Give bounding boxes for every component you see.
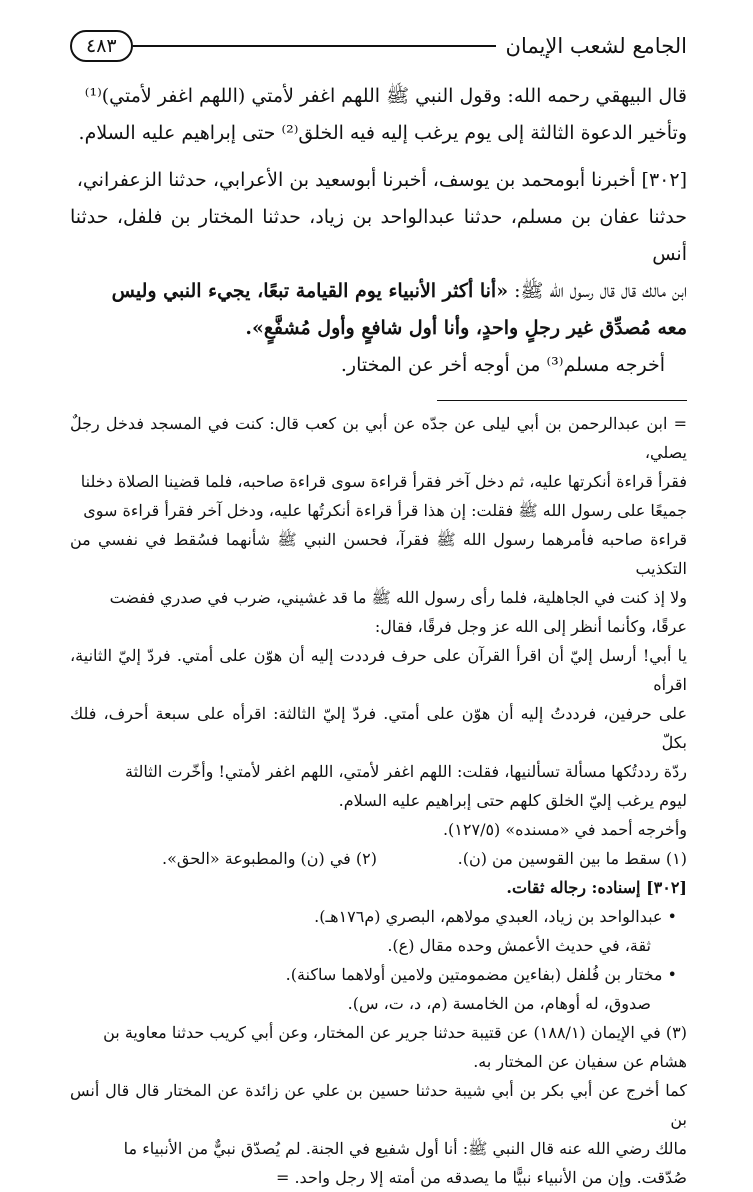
main-text (70, 78, 687, 384)
footnote-3: صُدّقت. وإن من الأنبياء نبيًّا ما يصدقه من أمته إلا رجل واحد. = (275, 1168, 687, 1187)
note-line: وأخرجه أحمد في «مسنده» (١٢٧/٥). (442, 820, 687, 839)
hadith-302 (70, 162, 687, 384)
note-line: فقرأ قراءة أنكرتها عليه، ثم دخل آخر فقرأ قراءة سوى قراءة صاحبه، فلما قضينا الصلاة دخلنا (80, 472, 687, 491)
page-header (70, 22, 687, 70)
narrator-grade: ثقة، في حديث الأعمش وحده مقال (ع). (387, 936, 651, 955)
footnote-3: هشام عن سفيان عن المختار به. (473, 1052, 687, 1071)
note-line: قراءة صاحبه فأمرهما رسول الله ﷺ فقرآ، فحسن النبي ﷺ شأنهما فسُقط في نفسي من التكذيب (70, 530, 687, 578)
note-line: يا أبي! أرسل إليّ أن اقرأ القرآن على حرف فرددت إليه أن هوّن على أمتي. فردّ إليّ الثانية، اقرأه (70, 646, 688, 694)
main-line: حدثنا عفان بن مسلم، حدثنا عبدالواحد بن زياد، حدثنا المختار بن فلفل، حدثنا أنس (70, 206, 687, 265)
narrator-entry: • مختار بن فُلفل (بفاءين مضمومتين ولامين أولاهما ساكنة). (285, 965, 677, 984)
narrator-grade: صدوق، له أوهام، من الخامسة (م، د، ت، س). (347, 994, 651, 1013)
takhrij-line: أخرجه مسلم⁽³⁾ من أوجه أخر عن المختار. (340, 354, 665, 376)
note-line: ولا إذ كنت في الجاهلية، فلما رأى رسول الله ﷺ ما قد غشيني، ضرب في صدري ففضت (109, 588, 687, 607)
note-line: = ابن عبدالرحمن بن أبي ليلى عن جدّه عن أبي بن كعب قال: كنت في المسجد فدخل رجلٌ يصلي، (70, 414, 688, 462)
hadith-intro: ابن مالك قال قال رسول الله ﷺ: (514, 280, 687, 302)
footnote-2: (٢) في (ن) والمطبوعة «الحق». (162, 849, 377, 868)
hadith-matn: «أنا أكثر الأنبياء يوم القيامة تبعًا، يجيء النبي وليس (111, 280, 509, 302)
note-line: عرقًا، وكأنما أنظر إلى الله عز وجل فرقًا، فقال: (374, 617, 687, 636)
note-line: ردّة رددتُكها مسألة تسألنيها، فقلت: اللهم اغفر لأمتي، اللهم اغفر لأمتي! وأخّرت الثالثة (125, 762, 687, 781)
main-line: وتأخير الدعوة الثالثة إلى يوم يرغب إليه فيه الخلق⁽²⁾ حتى إبراهيم عليه السلام. (78, 122, 687, 144)
footnote-3: كما أخرج عن أبي بكر بن أبي شيبة حدثنا حسين بن علي عن زائدة عن المختار قال قال أنس بن (70, 1081, 687, 1129)
note-line: على حرفين، فرددتُ إليه أن هوّن على أمتي. فردّ إليّ الثالثة: اقرأه على سبعة أحرف، فلك بكلّ (70, 704, 687, 752)
page-number: ٤٨٣ (70, 30, 133, 62)
note-line: جميعًا على رسول الله ﷺ فقلت: إن هذا قرأ قراءة أنكرتُها عليه، ودخل آخر فقرأ قراءة سوى (83, 501, 687, 520)
main-line: [٣٠٢] أخبرنا أبومحمد بن يوسف، أخبرنا أبوسعيد بن الأعرابي، حدثنا الزعفراني، (76, 169, 687, 191)
hadith-matn: معه مُصدِّق غير رجلٍ واحدٍ، وأنا أول شافعٍ وأول مُشفَّعٍ». (245, 317, 687, 339)
footnote-separator (437, 400, 687, 401)
running-title: الجامع لشعب الإيمان (505, 34, 687, 58)
footnote-1: (١) سقط ما بين القوسين من (ن). (457, 849, 687, 868)
header-rule (133, 45, 496, 47)
note-line: ليوم يرغب إليّ الخلق كلهم حتى إبراهيم عليه السلام. (338, 791, 687, 810)
footnote-3: مالك رضي الله عنه قال النبي ﷺ: أنا أول شفيع في الجنة. لم يُصدّق نبيٌّ من الأنبياء ما (123, 1139, 687, 1158)
footnote-3: (٣) في الإيمان (١٨٨/١) عن قتيبة حدثنا جرير عن المختار، وعن أبي كريب حدثنا معاوية بن (103, 1023, 687, 1042)
main-line: قال البيهقي رحمه الله: وقول النبي ﷺ اللهم اغفر لأمتي (اللهم اغفر لأمتي)⁽¹⁾ (84, 85, 687, 107)
main-line (70, 273, 687, 310)
isnad-title: [٣٠٢] إسناده: رجاله ثقات. (506, 878, 687, 897)
narrator-entry: • عبدالواحد بن زياد، العبدي مولاهم، البصري (م١٧٦هـ). (314, 907, 677, 926)
footnotes (70, 409, 687, 1192)
footnote-row (70, 844, 687, 873)
